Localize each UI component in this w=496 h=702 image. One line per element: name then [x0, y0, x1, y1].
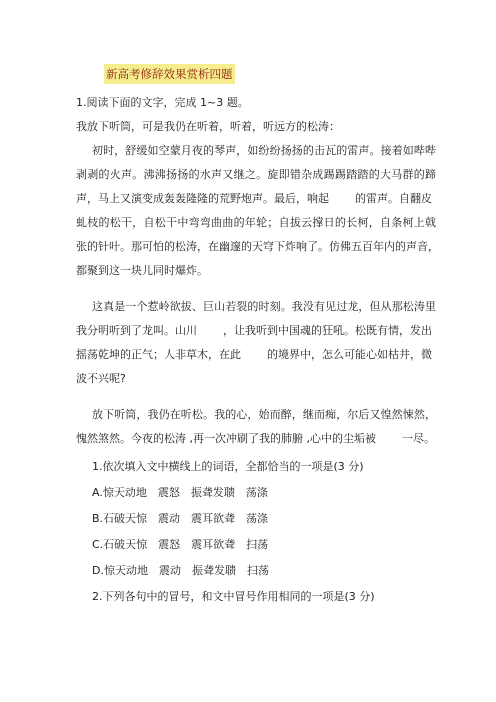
- text-segment: 愧然煞然。今夜的松涛 ,再一次冲刷了我的肺腑 ,心中的尘垢被: [76, 432, 376, 445]
- option-a: A.惊天动地 震怒 振聋发聩 荡涤: [92, 486, 268, 499]
- paragraph-line: [76, 428, 436, 450]
- text-segment: 声，马上又演变成轰轰隆隆的荒野炮声。最后，响起: [76, 192, 329, 205]
- question-1: 1.依次填入文中横线上的词语，全都恰当的一项是(3 分): [92, 460, 364, 473]
- text-segment: 摇荡乾坤的正气；人非草木，在此: [76, 348, 241, 361]
- document-title: 新高考修辞效果赏析四题: [104, 64, 235, 84]
- paragraph-line: 张的针叶。那可怕的松涛，在幽邃的天穹下炸响了。仿佛五百年内的声音，: [76, 240, 439, 253]
- option-b: B.石破天惊 震动 震耳欲聋 荡涤: [92, 512, 269, 525]
- text-segment: 我分明听到了龙叫。山川: [76, 324, 197, 337]
- paragraph-line: 我放下听筒，可是我仍在听着，听着，听远方的松涛：: [76, 120, 340, 133]
- text-segment: 的境界中，怎么可能心如枯井，微: [267, 348, 432, 361]
- paragraph-line: 这真是一个惹岭欲拔、巨山若裂的时刻。我没有见过龙，但从那松涛里: [92, 300, 436, 313]
- text-segment: ，让我听到中国魂的狂吼。松既有情，发出: [223, 324, 432, 337]
- paragraph-line: [76, 344, 436, 366]
- paragraph-line: 初时，舒缓如空蒙月夜的琴声，如纷纷扬扬的击瓦的雷声。接着如哔哔: [92, 144, 436, 157]
- option-c: C.石破天惊 震怒 震耳欲聋 扫荡: [92, 538, 269, 551]
- paragraph-line: 波不兴呢?: [76, 372, 126, 385]
- question-2: 2.下列各句中的冒号，和文中冒号作用相同的一项是(3 分): [92, 590, 375, 603]
- paragraph-line: [76, 320, 436, 342]
- text-segment: 的雷声。自翻皮: [355, 192, 432, 205]
- paragraph-line: 剥剥的火声。沸沸扬扬的水声又继之。旋即错杂成踢踢踏踏的大马群的蹄: [76, 168, 436, 181]
- paragraph-line: 放下听筒，我仍在听松。我的心，始而醉，继而痴，尔后又惶然悚然，: [92, 408, 436, 421]
- text-segment: 一尽。: [401, 432, 435, 445]
- question-intro: 1.阅读下面的文字，完成 1~3 题。: [76, 96, 249, 109]
- paragraph-line: 虬枝的松干，自松干中弯弯曲曲的年轮；自拔云撑日的长柯，自条柯上戟: [76, 216, 436, 229]
- option-d: D.惊天动地 震动 振聋发聩 扫荡: [92, 564, 269, 577]
- paragraph-line: 都聚到这一块儿同时爆炸。: [76, 264, 208, 277]
- paragraph-line: [76, 188, 436, 210]
